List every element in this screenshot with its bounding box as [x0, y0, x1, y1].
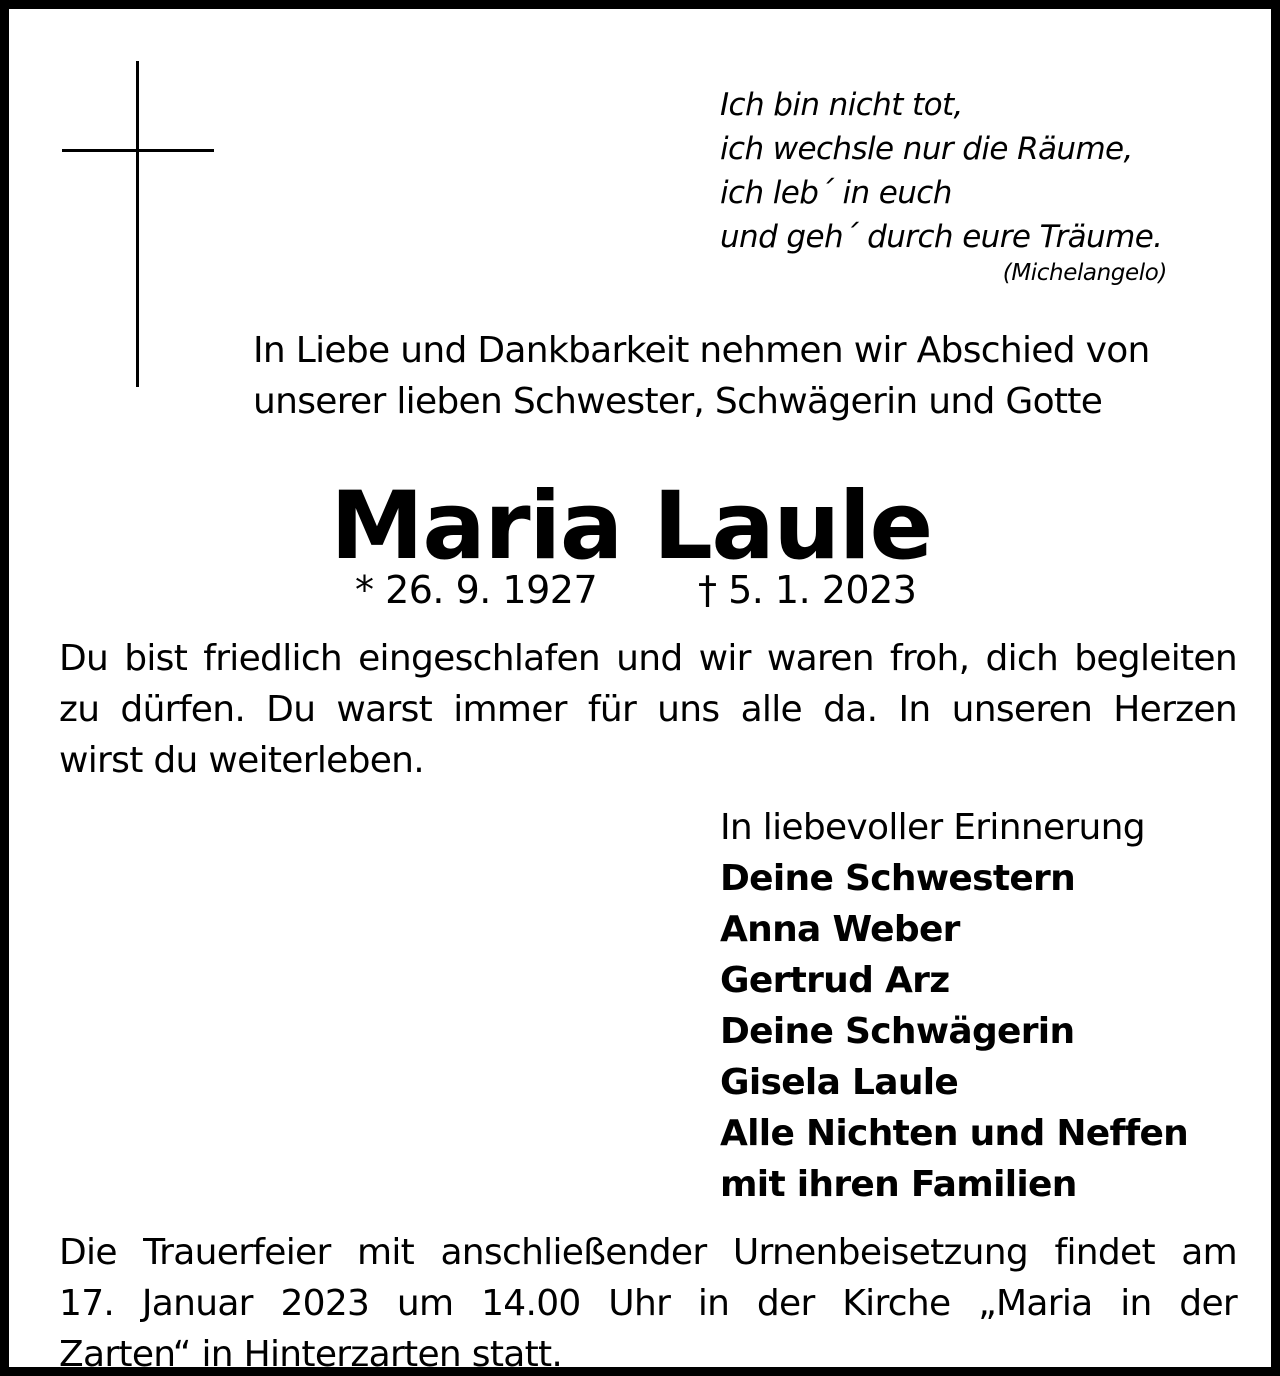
intro-line: unserer lieben Schwester, Schwägerin und Gotte	[253, 381, 1103, 422]
cross-horizontal-bar	[62, 149, 214, 152]
death-date: † 5. 1. 2023	[698, 568, 917, 612]
signature-name: mit ihren Familien	[720, 1164, 1077, 1205]
signature-name: Deine Schwestern	[720, 858, 1076, 899]
quote-line: ich leb´ in euch	[720, 175, 952, 211]
signature-name: Anna Weber	[720, 909, 960, 950]
signature-intro: In liebevoller Erinnerung	[720, 807, 1145, 848]
ceremony-line: 17. Januar 2023 um 14.00 Uhr in der Kirche „Maria in der	[59, 1283, 1237, 1324]
ceremony-line: Die Trauerfeier mit anschließender Urnenbeisetzung findet am	[59, 1232, 1237, 1273]
ceremony-line: Zarten“ in Hinterzarten statt.	[59, 1334, 563, 1375]
message-line: zu dürfen. Du warst immer für uns alle da. In unseren Herzen	[59, 689, 1237, 730]
birth-date: * 26. 9. 1927	[355, 568, 598, 612]
signature-name: Deine Schwägerin	[720, 1011, 1075, 1052]
signature-name: Alle Nichten und Neffen	[720, 1113, 1189, 1154]
quote-author: (Michelangelo)	[1002, 260, 1167, 286]
intro-line: In Liebe und Dankbarkeit nehmen wir Abschied von	[253, 330, 1150, 371]
signature-name: Gisela Laule	[720, 1062, 959, 1103]
deceased-name: Maria Laule	[330, 471, 932, 581]
message-line: Du bist friedlich eingeschlafen und wir waren froh, dich begleiten	[59, 638, 1237, 679]
message-line: wirst du weiterleben.	[59, 740, 425, 781]
quote-line: ich wechsle nur die Räume,	[720, 131, 1133, 167]
quote-line: und geh´ durch eure Träume.	[720, 219, 1163, 255]
quote-line: Ich bin nicht tot,	[720, 87, 963, 123]
cross-vertical-bar	[136, 61, 139, 387]
signature-name: Gertrud Arz	[720, 960, 950, 1001]
